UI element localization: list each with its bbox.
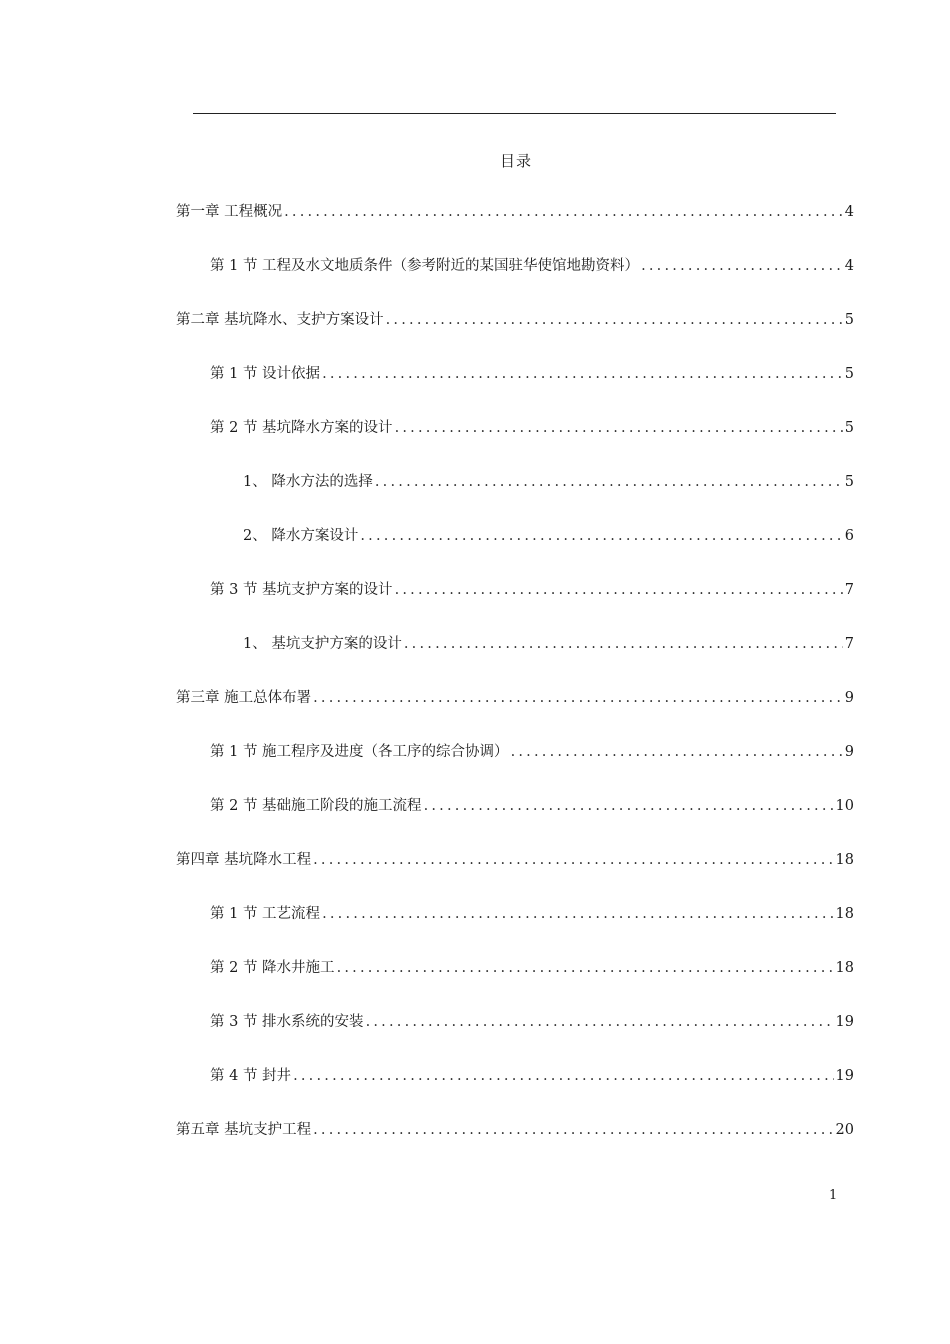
toc-entry[interactable]: [176, 848, 854, 902]
toc-entry-page: 7: [844, 636, 854, 652]
toc-entry-page: 18: [835, 852, 854, 868]
toc-entry[interactable]: [176, 362, 854, 416]
toc-leader-dots: [284, 204, 843, 220]
toc-entry[interactable]: [176, 524, 854, 578]
toc-entry-text: 第二章 基坑降水、支护方案设计: [176, 312, 384, 328]
toc-entry[interactable]: [176, 686, 854, 740]
toc-entry[interactable]: [176, 1064, 854, 1118]
toc-entry[interactable]: [176, 902, 854, 956]
toc-entry[interactable]: [176, 578, 854, 632]
toc-leader-dots: [395, 420, 843, 436]
toc-leader-dots: [375, 474, 843, 490]
toc-entry[interactable]: [176, 470, 854, 524]
table-of-contents: [176, 200, 854, 1172]
toc-entry-text: 1、 降水方法的选择: [243, 474, 373, 490]
toc-leader-dots: [360, 528, 842, 544]
page-number: 1: [829, 1188, 838, 1203]
toc-leader-dots: [424, 798, 834, 814]
toc-entry[interactable]: [176, 200, 854, 254]
toc-entry-page: 9: [844, 744, 854, 760]
toc-entry-text: 1、 基坑支护方案的设计: [243, 636, 402, 652]
toc-leader-dots: [313, 852, 833, 868]
toc-entry-text: 第四章 基坑降水工程: [176, 852, 312, 868]
toc-entry[interactable]: [176, 956, 854, 1010]
toc-entry-text: 第三章 施工总体布署: [176, 690, 312, 706]
toc-entry-page: 4: [844, 258, 854, 274]
toc-entry-page: 10: [835, 798, 854, 814]
toc-entry-text: 第一章 工程概况: [176, 204, 283, 220]
toc-title: 目录: [499, 152, 532, 170]
toc-entry-text: 第 2 节 基坑降水方案的设计: [210, 420, 393, 436]
toc-entry-text: 第 1 节 工程及水文地质条件（参考附近的某国驻华使馆地勘资料）: [210, 258, 640, 274]
toc-entry-page: 5: [844, 312, 854, 328]
toc-entry[interactable]: [176, 416, 854, 470]
toc-entry-text: 第 4 节 封井: [210, 1068, 292, 1084]
header-rule: [193, 113, 836, 114]
toc-leader-dots: [313, 690, 843, 706]
toc-entry-text: 第 1 节 施工程序及进度（各工序的综合协调）: [210, 744, 509, 760]
toc-leader-dots: [337, 960, 834, 976]
toc-leader-dots: [366, 1014, 834, 1030]
toc-entry-text: 2、 降水方案设计: [243, 528, 359, 544]
toc-entry[interactable]: [176, 308, 854, 362]
toc-entry-text: 第 3 节 排水系统的安装: [210, 1014, 364, 1030]
toc-entry-text: 第 2 节 降水井施工: [210, 960, 335, 976]
toc-entry-page: 19: [835, 1068, 854, 1084]
toc-entry-text: 第 3 节 基坑支护方案的设计: [210, 582, 393, 598]
toc-leader-dots: [404, 636, 843, 652]
toc-leader-dots: [322, 906, 833, 922]
toc-entry[interactable]: [176, 1118, 854, 1172]
toc-entry[interactable]: [176, 1010, 854, 1064]
toc-entry-page: 9: [844, 690, 854, 706]
toc-leader-dots: [641, 258, 843, 274]
toc-entry-page: 5: [844, 420, 854, 436]
toc-entry-page: 18: [835, 906, 854, 922]
toc-entry-page: 5: [844, 474, 854, 490]
toc-entry[interactable]: [176, 794, 854, 848]
toc-entry-page: 20: [835, 1122, 854, 1138]
toc-leader-dots: [313, 1122, 833, 1138]
toc-leader-dots: [293, 1068, 833, 1084]
toc-leader-dots: [395, 582, 843, 598]
toc-entry-page: 6: [844, 528, 854, 544]
toc-entry-text: 第 2 节 基础施工阶段的施工流程: [210, 798, 422, 814]
toc-leader-dots: [386, 312, 843, 328]
toc-entry-text: 第 1 节 设计依据: [210, 366, 321, 382]
toc-entry-text: 第五章 基坑支护工程: [176, 1122, 312, 1138]
toc-entry[interactable]: [176, 740, 854, 794]
toc-entry-page: 18: [835, 960, 854, 976]
toc-entry-page: 7: [844, 582, 854, 598]
toc-leader-dots: [322, 366, 843, 382]
toc-entry[interactable]: [176, 254, 854, 308]
toc-entry-text: 第 1 节 工艺流程: [210, 906, 321, 922]
toc-leader-dots: [511, 744, 843, 760]
toc-entry-page: 4: [844, 204, 854, 220]
toc-entry-page: 5: [844, 366, 854, 382]
toc-entry[interactable]: [176, 632, 854, 686]
toc-entry-page: 19: [835, 1014, 854, 1030]
